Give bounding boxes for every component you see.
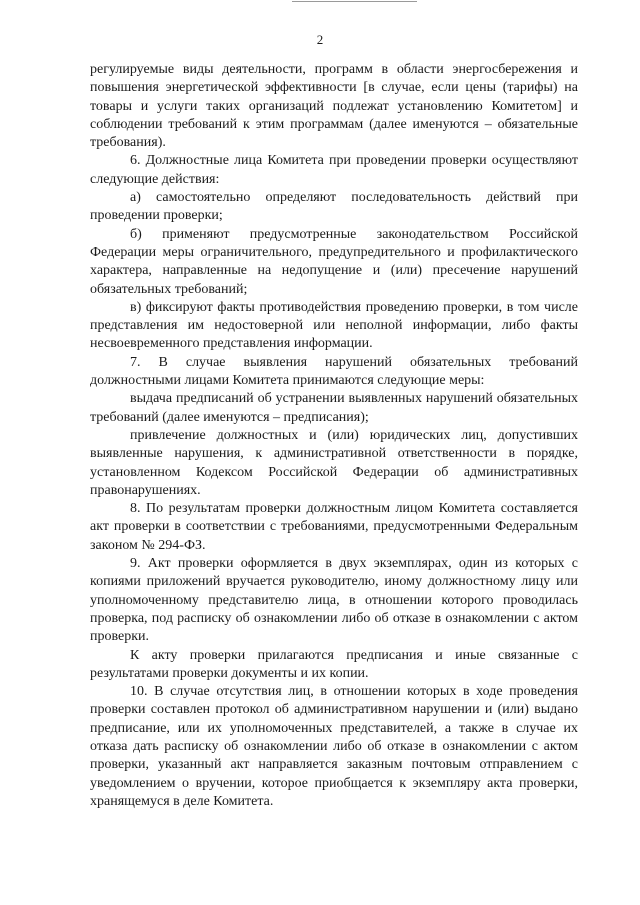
top-rule (292, 1, 417, 2)
document-body (90, 61, 578, 811)
paragraph: регулируемые виды деятельности, программ в области энергосбережения и повышения энергетической эффективности [в случае, если цены (тарифы) на товары и услуги таких организаций подлежат установлению Комитетом] и соблюдении требований к этим программам (далее именуются – обязательные требования). (90, 62, 578, 151)
paragraph: в) фиксируют факты противодействия проведению проверки, в том числе представления им недостоверной или неполной информации, либо факты несвоевременного представления информации. (90, 299, 578, 352)
paragraph: б) применяют предусмотренные законодательством Российской Федерации меры ограничительного, предупредительного и профилактического характера, направленные на недопущение и (или) пресечение нарушений обязательных требований; (90, 226, 578, 297)
paragraph: а) самостоятельно определяют последовательность действий при проведении проверки; (90, 190, 578, 224)
paragraph: К акту проверки прилагаются предписания и иные связанные с результатами проверки документы и их копии. (90, 647, 578, 681)
paragraph: 7. В случае выявления нарушений обязательных требований должностными лицами Комитета принимаются следующие меры: (90, 354, 578, 389)
paragraph: привлечение должностных и (или) юридических лиц, допустивших выявленные нарушения, к административной ответственности в порядке, установленном Кодексом Российской Федерации об административных правонарушениях. (90, 427, 578, 498)
paragraph: 10. В случае отсутствия лиц, в отношении которых в ходе проведения проверки составлен протокол об административном нарушении и (или) выдано предписание, или их уполномоченных представителей, а также в случае их отказа дать расписку об ознакомлении либо об отказе в ознакомлении с актом проверки, указанный акт направляется заказным почтовым отправлением с уведомлением о вручении, которое приобщается к экземпляру акта проверки, хранящемуся в деле Комитета. (90, 684, 578, 809)
page-number: 2 (316, 32, 324, 47)
paragraph: 6. Должностные лица Комитета при проведении проверки осуществляют следующие действия: (90, 153, 578, 187)
paragraph: выдача предписаний об устранении выявленных нарушений обязательных требований (далее именуются – предписания); (90, 391, 578, 425)
paragraph: 8. По результатам проверки должностным лицом Комитета составляется акт проверки в соответствии с требованиями, предусмотренными Федеральным законом № 294-ФЗ. (90, 501, 578, 553)
paragraph: 9. Акт проверки оформляется в двух экземплярах, один из которых с копиями приложений вручается руководителю, иному должностному лицу или уполномоченному представителю лица, в отношении которого проводилась проверка, под расписку об ознакомлении либо об отказе в ознакомлении с актом проверки. (90, 556, 578, 645)
